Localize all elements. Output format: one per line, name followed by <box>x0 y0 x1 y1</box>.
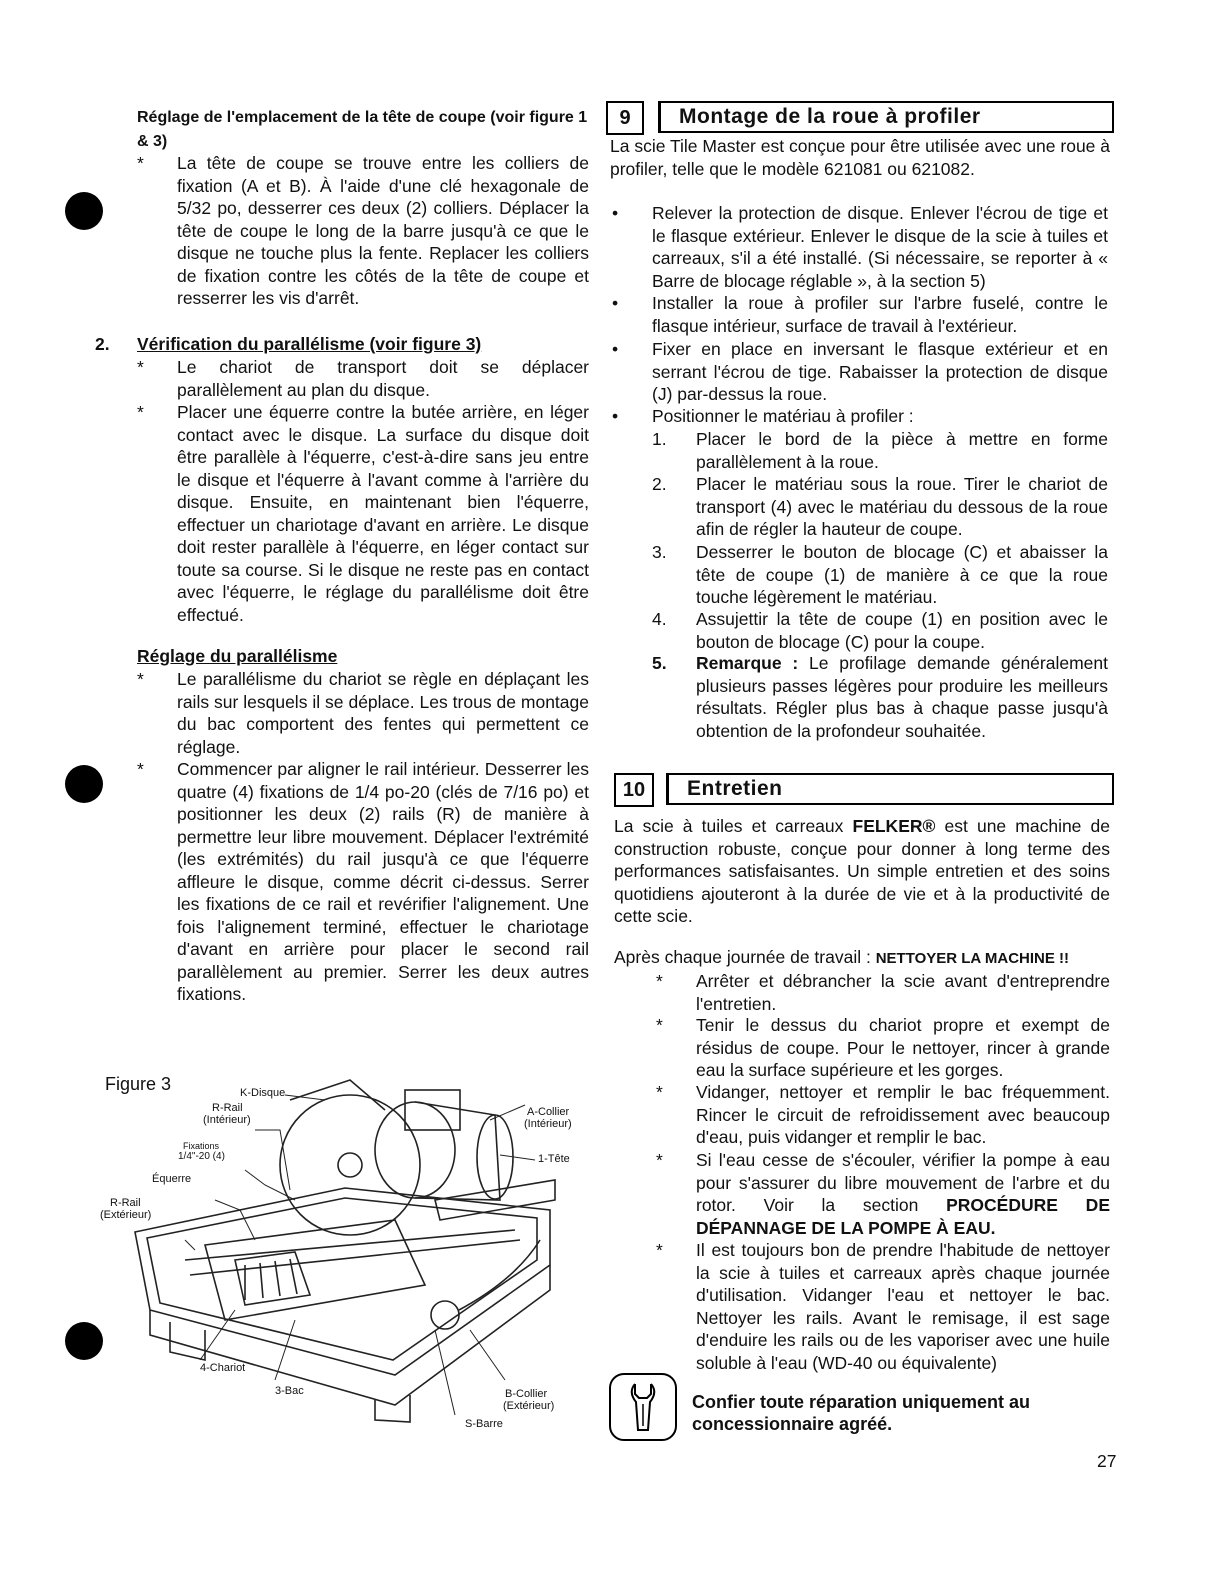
maintenance-intro-text: est une machine de construction robuste, conçue pour donner à long terme des performances satisfaisantes. Un simple entretien et des soins quotidiens ajouteront à la durée de vie et à la productivité de cette scie. <box>614 816 1110 926</box>
parallelism-adjust-heading: Réglage du parallélisme <box>137 646 338 666</box>
blade-hub <box>338 1153 362 1177</box>
bullet-marker: • <box>612 203 619 223</box>
leader-line <box>490 1105 525 1120</box>
section-10-header <box>614 773 1114 807</box>
head-position-heading: Réglage de l'emplacement de la tête de coupe (voir figure 1 & 3) <box>137 109 588 150</box>
bullet-marker: • <box>612 339 619 359</box>
section-10-title: Entretien <box>666 773 1114 805</box>
step-number: 4. <box>652 609 667 629</box>
label-b-collier-sub: (Extérieur) <box>503 1400 555 1412</box>
parallelism-item-text: Le parallélisme du chariot se règle en déplaçant les rails sur lesquels il se déplace. Les trous de montage du bac comportent des fentes qui permettent ce réglage. <box>177 669 589 757</box>
section-9-header <box>606 101 1114 135</box>
section-10-number: 10 <box>614 773 654 807</box>
section-9-title: Montage de la roue à profiler <box>658 101 1114 133</box>
label-fixations-size: 1/4"-20 (4) <box>178 1151 225 1162</box>
leader-line <box>275 1320 295 1380</box>
label-equerre: Équerre <box>152 1173 192 1185</box>
maintenance-item-text: Arrêter et débrancher la scie avant d'entreprendre l'entretien. <box>696 971 1110 1014</box>
binder-hole <box>65 192 103 230</box>
section-9-intro: La scie Tile Master est conçue pour être utilisée avec une roue à profiler, telle que le modèle 621081 ou 621082. <box>610 136 1110 179</box>
step-number: 5. <box>652 653 667 673</box>
profiling-item-text: Installer la roue à profiler sur l'arbre fuselé, contre le flasque intérieur, surface de travail à l'extérieur. <box>652 293 1108 336</box>
step-text: Assujettir la tête de coupe (1) en position avec le bouton de blocage (C) pour la coupe. <box>696 609 1108 652</box>
step-text <box>696 652 1108 742</box>
label-fixations: Fixations <box>183 1141 220 1151</box>
bullet-marker: * <box>137 759 144 779</box>
daily-cleaning-label: Après chaque journée de travail : <box>614 947 876 967</box>
figure-title: Figure 3 <box>105 1074 172 1094</box>
verification-heading: Vérification du parallélisme (voir figure 3) <box>137 334 482 354</box>
bullet-marker: * <box>656 1240 663 1260</box>
step-number: 3. <box>652 542 667 562</box>
label-k-disque: K-Disque <box>240 1087 286 1099</box>
label-tete: 1-Tête <box>538 1153 570 1165</box>
tray-base <box>150 1265 550 1405</box>
leader-line <box>500 1155 535 1160</box>
wrench-icon <box>608 1372 678 1442</box>
tray-leg <box>170 1322 205 1360</box>
motor-front <box>375 1102 455 1198</box>
label-r-rail-int-sub: (Intérieur) <box>203 1114 251 1126</box>
pump-section-reference: PROCÉDURE DE DÉPANNAGE DE LA POMPE À EAU. <box>696 1195 1110 1238</box>
motor-body <box>415 1102 500 1200</box>
profiling-item-text: Relever la protection de disque. Enlever l'écrou de tige et le flasque extérieur. Enlever le disque de la scie à tuiles et carreaux, s'il a été installé. (Si nécessaire, se reporter à « Barre de blocage réglable », à la section 5) <box>652 203 1108 291</box>
verification-item-text: Le chariot de transport doit se déplacer parallèlement au plan du disque. <box>177 357 589 400</box>
bullet-marker: • <box>612 293 619 313</box>
brand-name: FELKER® <box>852 816 936 836</box>
blade-guard <box>290 1080 385 1110</box>
step-1 <box>652 428 1108 472</box>
page-number: 27 <box>1097 1451 1117 1471</box>
bullet-marker: • <box>612 406 619 426</box>
pump-check-text: Si l'eau cesse de s'écouler, vérifier la pompe à eau pour s'assurer du libre mouvement de l'arbre et du rotor. Voir la section <box>696 1150 1110 1215</box>
step-text: Placer le matériau sous la roue. Tirer le chariot de transport (4) avec le matériau du dessous de la roue afin de régler la hauteur de coupe. <box>696 474 1108 539</box>
step-text: Desserrer le bouton de blocage (C) et abaisser la tête de coupe (1) de manière à ce que la roue touche légèrement le matériau. <box>696 542 1108 607</box>
step-note-text: Le profilage demande généralement plusieurs passes légères pour produire les meilleurs résultats. Régler plus bas à chaque passe jusqu'à obtention de la profondeur souhaitée. <box>696 653 1108 741</box>
leader-line <box>470 1330 505 1380</box>
profiling-item-text: Positionner le matériau à profiler : <box>652 406 914 426</box>
label-chariot: 4-Chariot <box>200 1362 246 1374</box>
label-b-collier: B-Collier <box>505 1388 548 1400</box>
bullet-marker: * <box>137 402 144 422</box>
tray-leg <box>375 1395 410 1422</box>
profiling-item-text: Fixer en place en inversant le flasque extérieur et en serrant l'écrou de tige. Rabaisser la protection de disque (J) par-dessus la roue. <box>652 339 1108 404</box>
label-barre: S-Barre <box>465 1418 503 1430</box>
switch-box <box>405 1090 460 1130</box>
section-number-2: 2. <box>95 334 110 354</box>
binder-hole <box>65 765 103 803</box>
parallelism-item-text: Commencer par aligner le rail intérieur. Desserrer les quatre (4) fixations de 1/4 po-20 (clés de 7/16 po) et positionner les deux (2) rails (R) de manière à permettre leur libre mouvement. Déplacer l'extrémité (les extrémités) du rail jusqu'à ce que l'équerre affleure le disque, comme décrit ci-dessus. Serrer les fixations de ce rail et revérifier l'alignement. Une fois l'alignement terminé, effectuer le chariotage d'avant en arrière pour placer le second rail parallèlement au premier. Serrer les deux autres fixations. <box>177 759 589 1004</box>
maintenance-item-text: Tenir le dessus du chariot propre et exempt de résidus de coupe. Pour le nettoyer, rincer à grande eau la surface supérieure et les gorges. <box>696 1015 1110 1080</box>
service-note: Confier toute réparation uniquement au concessionnaire agréé. <box>692 1392 1031 1434</box>
leader-line <box>185 1240 195 1250</box>
maintenance-item-text: Il est toujours bon de prendre l'habitude de nettoyer la scie à tuiles et carreaux après chaque journée d'utilisation. Vidanger l'eau et nettoyer le bac. Nettoyer les rails. Avant le remisage, il est sage d'enduire les rails ou de les vaporiser avec une huile soluble à l'eau (WD-40 ou équivalente) <box>696 1240 1110 1373</box>
label-bac: 3-Bac <box>275 1385 304 1397</box>
label-a-collier: A-Collier <box>527 1106 570 1118</box>
maintenance-item-text: Vidanger, nettoyer et remplir le bac fréquemment. Rincer le circuit de refroidissement avec beaucoup d'eau, puis vidanger et remplir le bac. <box>696 1082 1110 1147</box>
label-r-rail-int: R-Rail <box>212 1102 243 1114</box>
saw-diagram <box>95 1060 595 1430</box>
step-number: 1. <box>652 429 667 449</box>
maintenance-intro-text: La scie à tuiles et carreaux <box>614 816 853 836</box>
daily-cleaning-emphasis: NETTOYER LA MACHINE !! <box>875 950 1070 967</box>
water-hose <box>459 1240 540 1310</box>
label-a-collier-sub: (Intérieur) <box>524 1118 572 1130</box>
bullet-marker: * <box>656 1015 663 1035</box>
label-r-rail-ext: R-Rail <box>110 1197 141 1209</box>
bullet-marker: * <box>137 153 144 173</box>
maintenance-intro <box>614 815 1110 928</box>
maintenance-item-text <box>696 1149 1110 1239</box>
daily-cleaning-line <box>614 946 1114 971</box>
step-number: 2. <box>652 474 667 494</box>
square <box>235 1252 310 1305</box>
step-text: Placer le bord de la pièce à mettre en forme parallèlement à la roue. <box>696 429 1108 472</box>
verification-item-text: Placer une équerre contre la butée arrière, en léger contact avec le disque. La surface du disque doit être parallèle à l'équerre, c'est-à-dire sans jeu entre le disque et l'équerre à l'avant comme à l'arrière du disque. Ensuite, en maintenant bien l'équerre, effectuer un chariotage d'avant en arrière. Le disque doit rester parallèle à l'équerre, en léger contact sur toute sa course. Si le disque ne reste pas en contact avec l'équerre, le réglage du parallélisme doit être effectué. <box>177 402 589 625</box>
blade-disk <box>280 1095 420 1235</box>
section-9-number: 9 <box>606 101 644 135</box>
label-r-rail-ext-sub: (Extérieur) <box>100 1209 152 1221</box>
bullet-marker: * <box>137 669 144 689</box>
bullet-marker: * <box>137 357 144 377</box>
head-position-text: La tête de coupe se trouve entre les colliers de fixation (A et B). À l'aide d'une clé hexagonale de 5/32 po, desserrer ces deux (2) colliers. Déplacer la tête de coupe le long de la barre jusqu'à ce que le disque ne touche plus la fente. Replacer les colliers de fixation contre les côtés de la tête de coupe et resserrer les vis d'arrêt. <box>177 153 589 308</box>
step-note-label: Remarque : <box>696 653 799 673</box>
bullet-marker: * <box>656 971 663 991</box>
bullet-marker: * <box>656 1082 663 1102</box>
bullet-marker: * <box>656 1150 663 1170</box>
